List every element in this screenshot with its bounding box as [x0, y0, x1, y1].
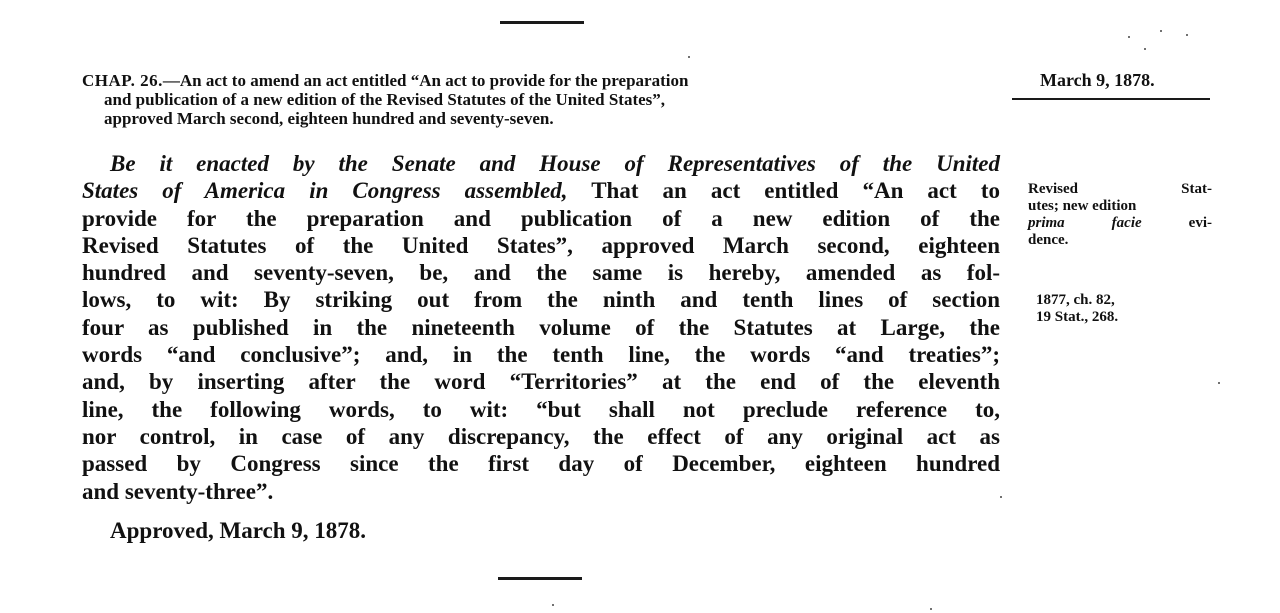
- body-line-12: passed by Congress since the first day of December, eighteen hundred: [82, 451, 1000, 477]
- chapter-number: CHAP. 26.: [82, 71, 163, 90]
- print-speck: [1144, 48, 1146, 50]
- top-divider: [500, 21, 584, 24]
- body-line-10: line, the following words, to wit: “but shall not preclude reference to,: [82, 396, 1000, 422]
- heading-line-2: and publication of a new edition of the Revised Statutes of the United States”,: [104, 90, 666, 109]
- body-line-7: four as published in the nineteenth volume of the Statutes at Large, the: [82, 314, 1000, 340]
- body-line-9: and, by inserting after the word “Territories” at the end of the eleventh: [82, 369, 1000, 395]
- body-line-3: provide for the preparation and publication of a new edition of the: [82, 205, 1000, 231]
- act-body: [82, 150, 1000, 505]
- enacting-clause: Be it enacted by the Senate and House of Representatives of the United: [110, 151, 1000, 176]
- body-line-8: words “and conclusive”; and, in the tenth line, the words “and treaties”;: [82, 342, 1000, 368]
- margin-note-italic: prima facie: [1028, 215, 1142, 231]
- print-speck: [1128, 36, 1130, 38]
- margin-note-line-4: dence.: [1028, 232, 1069, 248]
- margin-note-line-2: utes; new edition: [1028, 198, 1137, 214]
- print-speck: [1218, 382, 1220, 384]
- citation-line-2: 19 Stat., 268.: [1036, 309, 1119, 325]
- bottom-divider: [498, 577, 582, 580]
- citation-line-1: 1877, ch. 82,: [1036, 292, 1115, 308]
- heading-title-start: —An act to amend an act entitled “An act to provide for the preparation: [162, 71, 689, 90]
- margin-note-line-3: [1028, 215, 1212, 232]
- statute-citation: [1036, 292, 1118, 326]
- enacting-clause-end: States of America in Congress assembled,: [82, 178, 568, 204]
- margin-note-line-1: Revised Stat-: [1028, 181, 1212, 197]
- body-line-2: [82, 177, 1000, 204]
- body-line-13: and seventy-three”.: [82, 478, 274, 504]
- body-line-2-text: That an act entitled “An act to: [567, 178, 1001, 204]
- heading-line-3: approved March second, eighteen hundred and seventy-seven.: [104, 109, 554, 128]
- body-line-6: lows, to wit: By striking out from the ninth and tenth lines of section: [82, 287, 1000, 313]
- print-speck: [1000, 496, 1002, 498]
- approval-line: Approved, March 9, 1878.: [110, 518, 366, 543]
- print-speck: [1186, 34, 1188, 36]
- margin-note: [1028, 181, 1212, 249]
- body-line-4: Revised Statutes of the United States”, approved March second, eighteen: [82, 232, 1000, 258]
- print-speck: [552, 604, 554, 606]
- print-speck: [930, 608, 932, 610]
- chapter-heading: [82, 71, 1002, 128]
- body-line-5: hundred and seventy-seven, be, and the same is hereby, amended as fol-: [82, 260, 1000, 286]
- print-speck: [1160, 30, 1162, 32]
- print-speck: [688, 56, 690, 58]
- body-line-11: nor control, in case of any discrepancy, the effect of any original act as: [82, 423, 1000, 449]
- margin-note-line-3-text: evi-: [1141, 215, 1212, 231]
- date-underline: [1012, 98, 1210, 100]
- heading-line-1: [82, 71, 1002, 90]
- date-note: March 9, 1878.: [1040, 70, 1155, 90]
